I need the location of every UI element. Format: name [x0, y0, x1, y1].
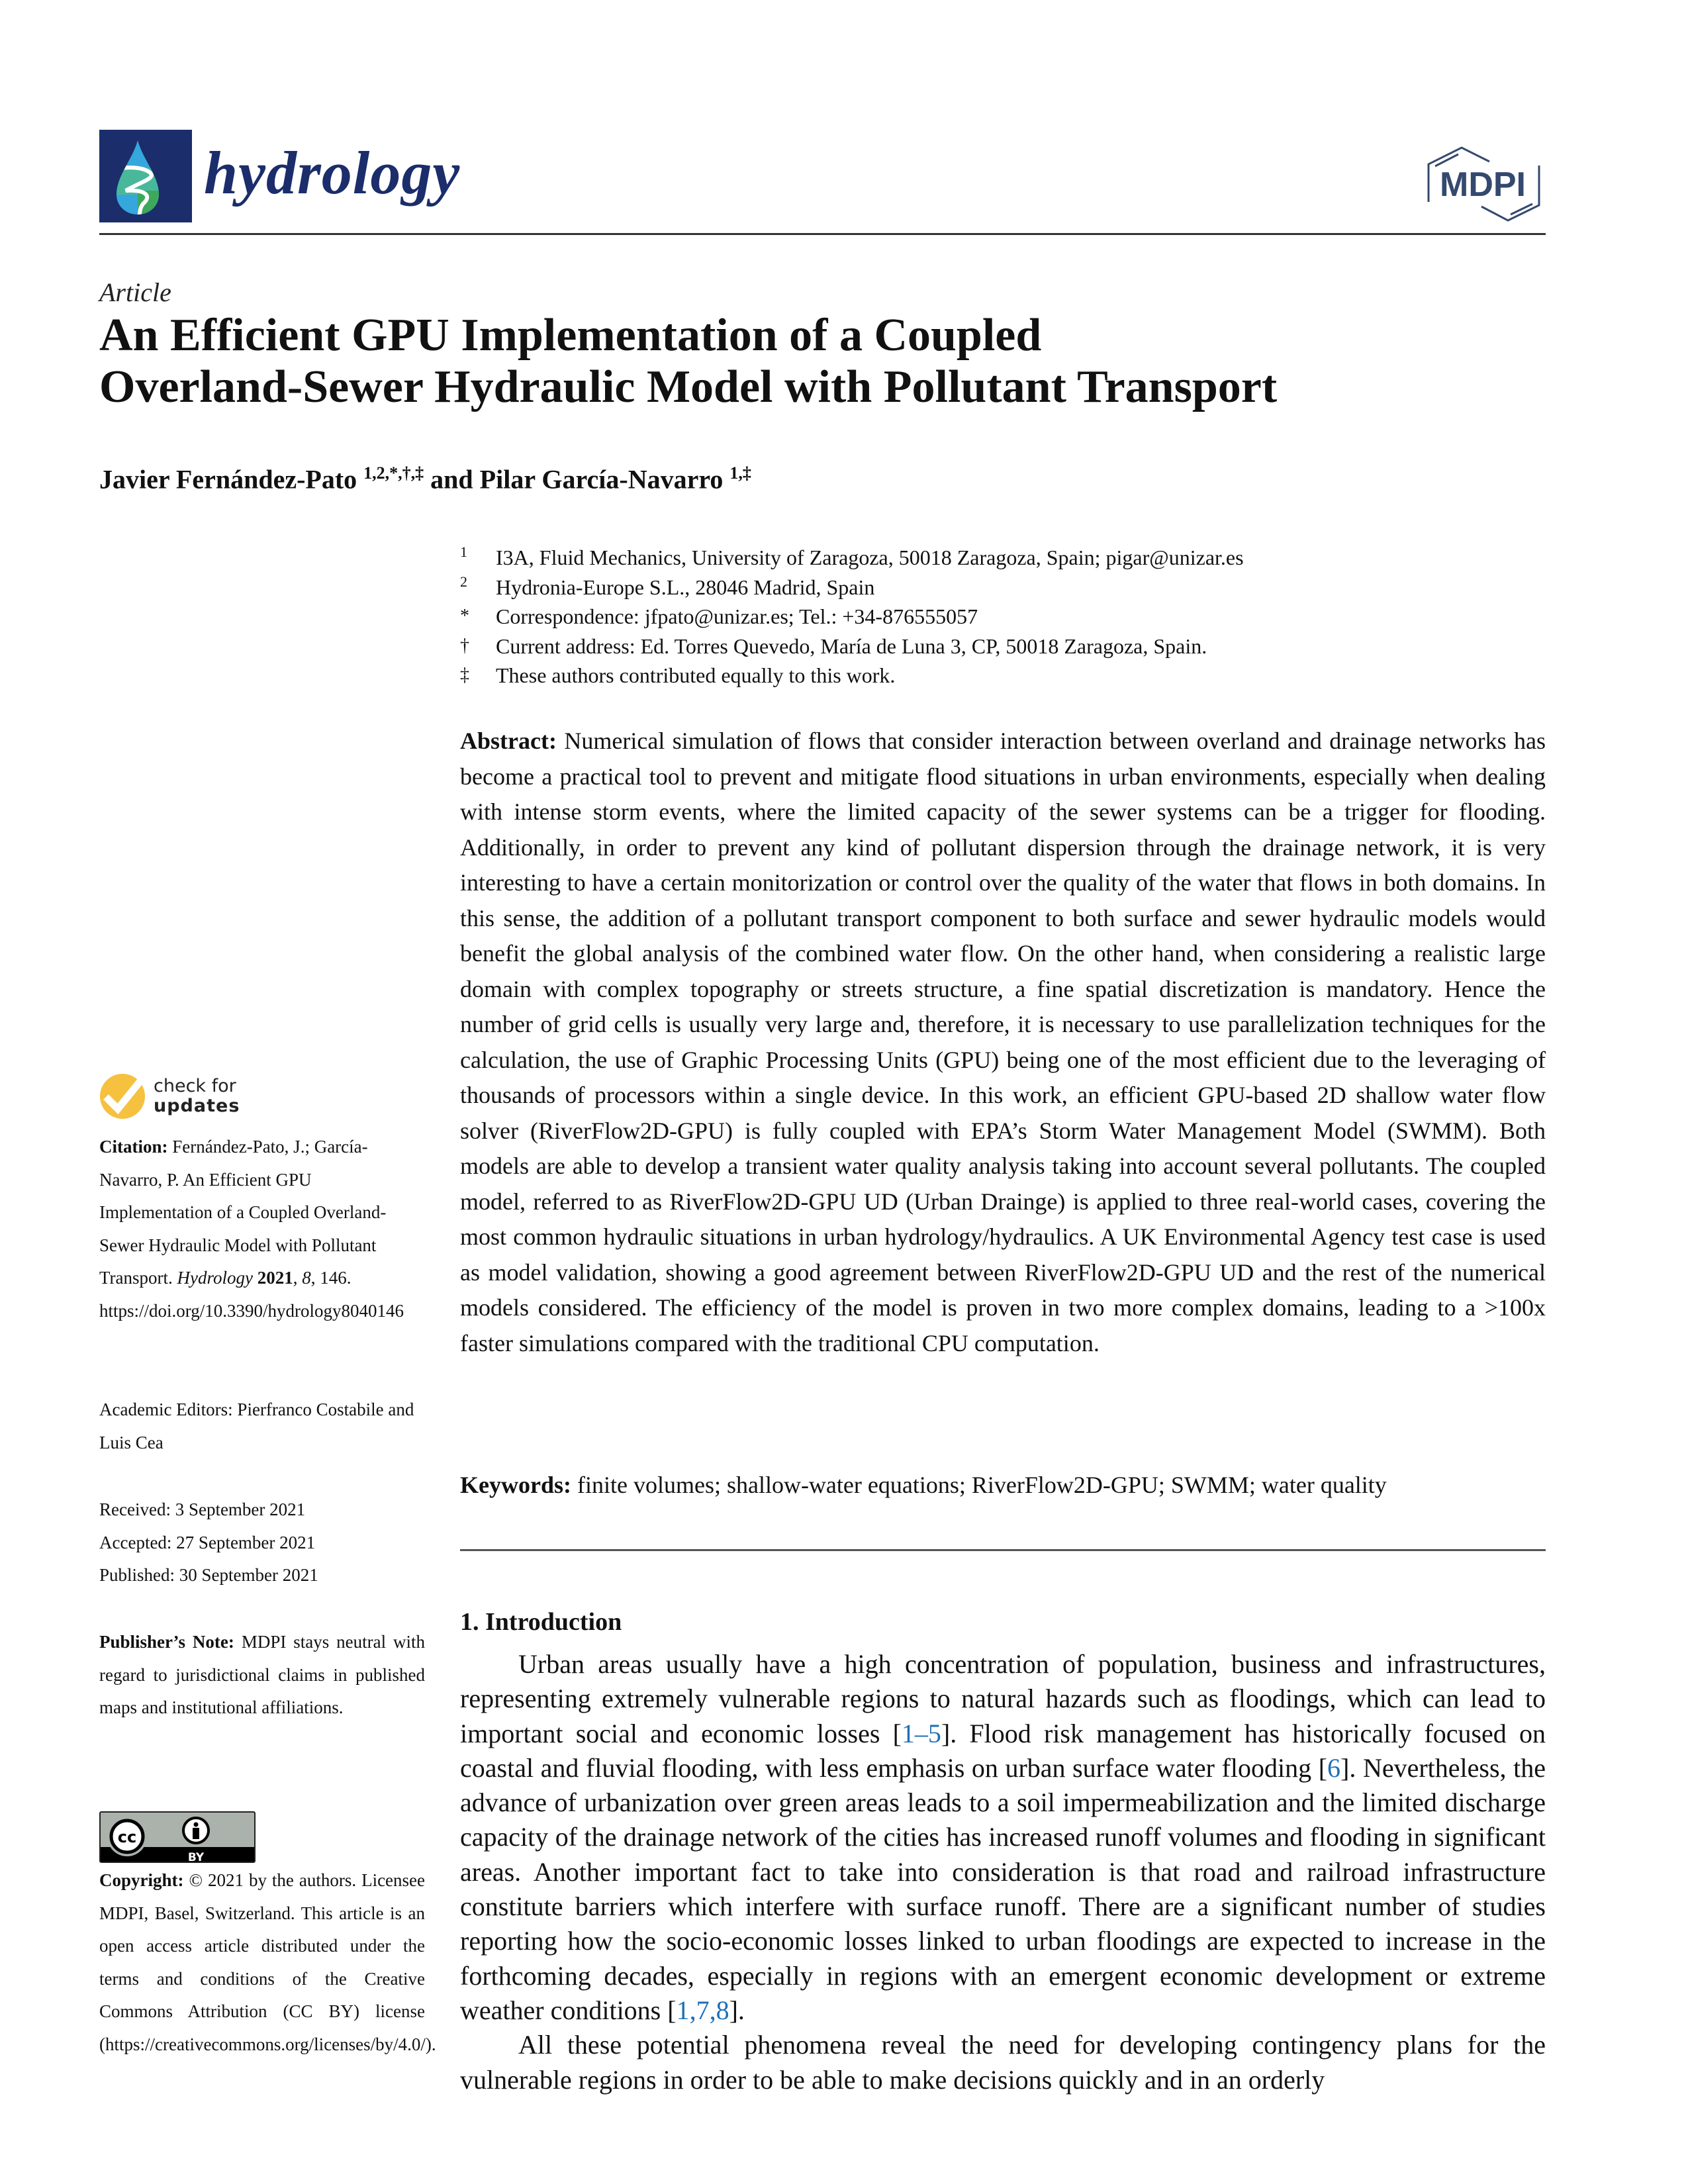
svg-text:cc: cc [117, 1828, 137, 1846]
copyright-notice [99, 1864, 436, 2061]
citation-block: Citation: Fernández-Pato, J.; García-Navarro, P. An Efficient GPU Implementation of a Coupled Overland-Sewer Hydraulic Model with Pollutant Transport. Hydrology 2021, 8, 146. https://doi.org/10.3390/hydrology8040146 [99, 1137, 404, 1321]
publishers-note-text: MDPI stays neutral with regard to jurisdictional claims in published maps and institutional affiliations. [99, 1632, 426, 1717]
citation-doi-link[interactable]: , 146. https://doi.org/10.3390/hydrology8040146 [99, 1268, 404, 1321]
citation-journal: Hydrology [177, 1268, 254, 1288]
author-affiliation-marks: 1,2,*,†,‡ [363, 463, 424, 483]
citation-link[interactable]: 1–5 [901, 1718, 941, 1748]
mdpi-logo [1423, 146, 1542, 222]
creative-commons-icon [101, 1813, 256, 1863]
affiliation-text: Current address: Ed. Torres Quevedo, María de Luna 3, CP, 50018 Zaragoza, Spain. [496, 634, 1207, 658]
affiliation-mark: ‡ [460, 665, 469, 685]
publishers-note-label: Publisher’s Note: [99, 1632, 234, 1652]
svg-text:BY: BY [187, 1851, 205, 1863]
journal-logo-icon [99, 130, 192, 222]
check-for-updates-button[interactable] [99, 1070, 298, 1123]
copyright-label: Copyright: [99, 1870, 184, 1890]
header-divider [99, 233, 1546, 235]
paragraph-text: ]. Nevertheless, the advance of urbanization over green areas leads to a soil impermeabilization and the limited discharge capacity of the drainage network of the cities has increased runoff volumes and flooding in significant areas. Another important fact to take into consideration is that road and railroad infrastructure constitute barriers which interfere with surface runoff. There are a significant number of studies reporting how the socio-economic losses linked to urban floodings are expected to increase in the forthcoming decades, especially in regions with an emergent economic development or extreme weather conditions [ [460, 1752, 1546, 2025]
introduction-body [460, 1647, 1546, 2097]
author-affiliation-marks: 1,‡ [729, 463, 751, 483]
citation-link[interactable]: 1,7,8 [676, 1995, 729, 2025]
citation-year: 2021 [257, 1268, 293, 1288]
affiliation-text: These authors contributed equally to this work. [496, 663, 896, 687]
academic-editors: Academic Editors: Pierfranco Costabile and Luis Cea [99, 1400, 414, 1452]
affiliation-text: Hydronia-Europe S.L., 28046 Madrid, Spain [496, 575, 875, 599]
paragraph [460, 1647, 1546, 2028]
title-line-2: Overland-Sewer Hydraulic Model with Pollutant Transport [99, 361, 1278, 412]
affiliation-text: I3A, Fluid Mechanics, University of Zaragoza, 50018 Zaragoza, Spain; pigar@unizar.es [496, 546, 1244, 569]
affiliation-mark: † [460, 635, 469, 656]
abstract-label: Abstract: [460, 728, 557, 754]
paragraph-text: Urban areas usually have a high concentration of population, business and infrastructures, representing extremely vulnerable regions to natural hazards such as floodings, which can lead to important social and economic losses [ [460, 1649, 1546, 1748]
affiliation-item [460, 632, 1519, 661]
citation-link[interactable]: 6 [1327, 1752, 1341, 1783]
keywords-label: Keywords: [460, 1472, 571, 1498]
received-date: Received: 3 September 2021 [99, 1499, 306, 1519]
svg-text:MDPI: MDPI [1440, 166, 1526, 204]
paragraph: All these potential phenomena reveal the need for developing contingency plans for the vulnerable regions in order to be able to make decisions quickly and in an orderly [460, 2030, 1546, 2095]
keywords-text: finite volumes; shallow-water equations; RiverFlow2D-GPU; SWMM; water quality [577, 1472, 1387, 1498]
page-title [99, 310, 1556, 413]
author-name[interactable]: Pilar García-Navarro [479, 464, 724, 495]
title-line-1: An Efficient GPU Implementation of a Coupled [99, 310, 1042, 361]
author-joiner: and [430, 464, 473, 495]
section-divider [460, 1549, 1546, 1551]
citation-volume: 8 [302, 1268, 311, 1288]
section-heading: 1. Introduction [460, 1608, 622, 1636]
check-updates-icon [99, 1073, 146, 1119]
affiliation-item [460, 573, 1519, 602]
article-type: Article [99, 277, 171, 307]
affiliation-item [460, 543, 1519, 573]
abstract [460, 724, 1546, 1361]
publication-dates [99, 1494, 425, 1592]
affiliation-item [460, 661, 1519, 690]
water-drop-icon [99, 130, 192, 222]
cc-by-license-badge[interactable] [99, 1811, 256, 1863]
affiliation-mark: 2 [460, 573, 467, 590]
check-updates-label [154, 1076, 240, 1116]
mdpi-hexagon-icon [1423, 146, 1542, 222]
citation-label: Citation: [99, 1137, 168, 1157]
affiliation-mark: * [460, 606, 469, 626]
correspondence-text: Correspondence: jfpato@unizar.es; Tel.: +34-876555057 [496, 604, 978, 628]
author-list [99, 463, 751, 495]
author-name[interactable]: Javier Fernández-Pato [99, 464, 357, 495]
check-updates-line1: check for [154, 1076, 236, 1096]
published-date: Published: 30 September 2021 [99, 1565, 318, 1585]
paragraph-text: ]. Flood risk management has historically focused on coastal and fluvial flooding, with less emphasis on urban surface water flooding [ [460, 1718, 1546, 1783]
journal-name: hydrology [204, 139, 461, 207]
abstract-text: Numerical simulation of flows that consider interaction between overland and drainage networks has become a practical tool to prevent and mitigate flood situations in urban environments, especially when dealing with intense storm events, where the limited capacity of the sewer systems can be a trigger for flooding. Additionally, in order to prevent any kind of pollutant dispersion through the drainage network, it is very interesting to have a certain monitorization or control over the quality of the water that flows in both domains. In this sense, the addition of a pollutant transport component to both surface and sewer hydraulic models would benefit the global analysis of the combined water flow. On the other hand, when considering a realistic large domain with complex topography or streets structure, a fine spatial discretization is mandatory. Hence the number of grid cells is usually very large and, therefore, it is necessary to use parallelization techniques for the calculation, the use of Graphic Processing Units (GPU) being one of the most efficient due to the leveraging of thousands of processors within a single device. In this work, an efficient GPU-based 2D shallow water flow solver (RiverFlow2D-GPU) is fully coupled with EPA’s Storm Water Management Model (SWMM). Both models are able to develop a transient water quality analysis taking into account several pollutants. The coupled model, referred to as RiverFlow2D-GPU UD (Urban Drainge) is applied to three real-world cases, covering the most common hydraulic situations in urban hydrology/hydraulics. A UK Environmental Agency test case is used as model validation, showing a good agreement between RiverFlow2D-GPU UD and the rest of the numerical models considered. The efficiency of the model is proven in two more complex domains, leading to a >100x faster simulations compared with the traditional CPU computation. [460, 728, 1546, 1356]
affiliation-mark: 1 [460, 544, 467, 560]
affiliations-list [460, 543, 1519, 690]
affiliation-item [460, 602, 1519, 632]
paragraph-text: ]. [729, 1995, 745, 2025]
check-updates-line2: updates [154, 1096, 240, 1116]
copyright-text: © 2021 by the authors. Licensee MDPI, Basel, Switzerland. This article is an open access article distributed under the terms and conditions of the Creative Commons Attribution (CC BY) license (https://creativecommons.org/licenses/by/4.0/). [99, 1870, 436, 2054]
citation-text: Fernández-Pato, J.; García-Navarro, P. An Efficient GPU Implementation of a Coupled Overland-Sewer Hydraulic Model with Pollutant Transport. [99, 1137, 387, 1288]
accepted-date: Accepted: 27 September 2021 [99, 1532, 316, 1552]
keywords [460, 1471, 1546, 1499]
publishers-note [99, 1626, 425, 1725]
